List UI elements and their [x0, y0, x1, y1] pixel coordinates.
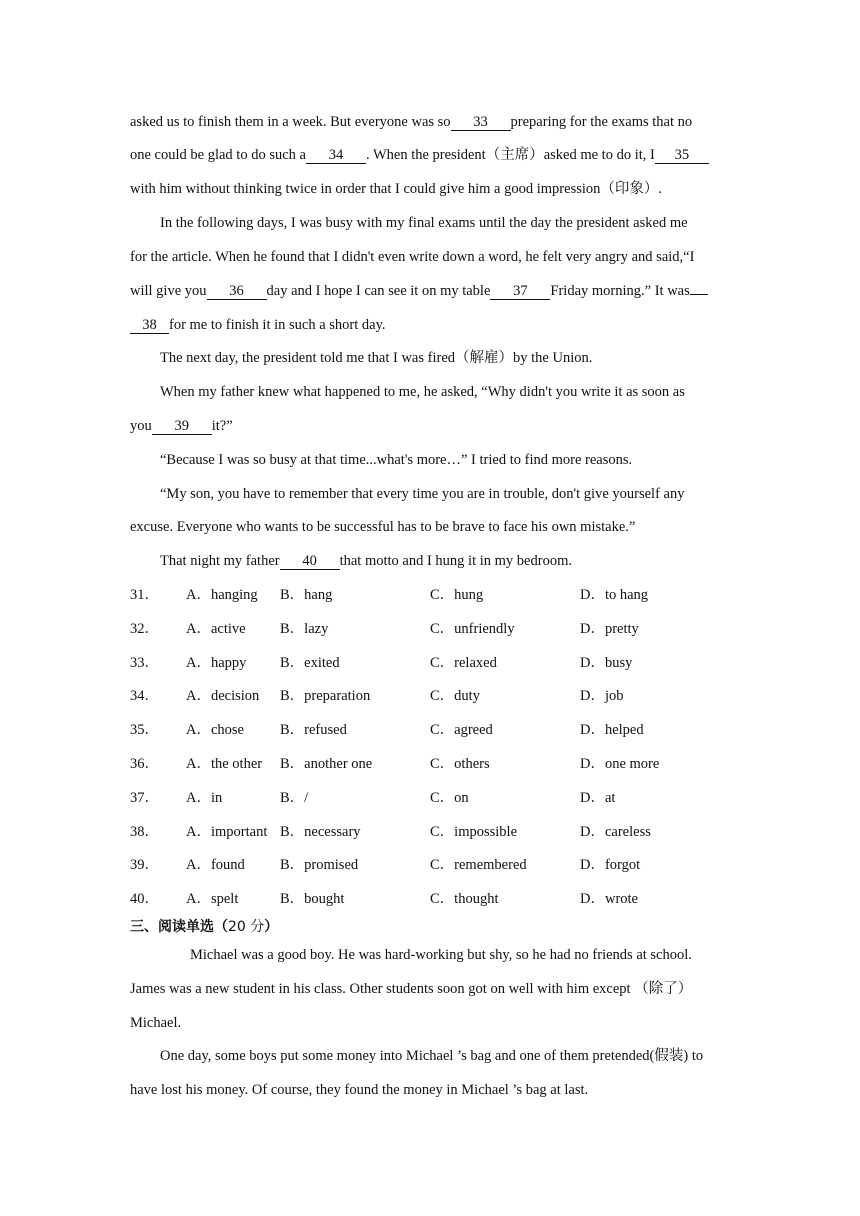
option-a[interactable]: A．decision [186, 688, 260, 705]
option-c[interactable]: C．duty [430, 688, 480, 705]
blank-39[interactable]: 39 [152, 418, 212, 435]
question-number: 36． [130, 756, 159, 772]
question-number: 31． [130, 587, 159, 603]
question-number: 40． [130, 891, 159, 908]
question-row [130, 789, 750, 807]
option-a[interactable]: A．important [186, 823, 268, 840]
option-a[interactable]: A．active [186, 620, 246, 637]
option-d[interactable]: D．forgot [580, 857, 641, 874]
question-row [130, 687, 750, 705]
blank-38-lead [690, 294, 708, 295]
option-c[interactable]: C．relaxed [430, 654, 497, 671]
option-a[interactable]: A．in [186, 789, 223, 806]
section-title: 三、阅读单选（20 分） [130, 919, 279, 935]
option-d[interactable]: D．at [580, 789, 616, 806]
option-d[interactable]: D．one more [580, 756, 660, 772]
question-row [130, 620, 750, 638]
option-c[interactable]: C．thought [430, 891, 499, 908]
option-a[interactable]: A．hanging [186, 587, 258, 603]
passage-line: When my father knew what happened to me, he asked, “Why didn't you write it as soon as [160, 384, 685, 400]
question-row [130, 586, 750, 604]
option-c[interactable]: C．agreed [430, 722, 493, 739]
blank-36[interactable]: 36 [207, 283, 267, 300]
option-b[interactable]: B．necessary [280, 823, 361, 840]
passage-line: for the article. When he found that I didn't even write down a word, he felt very angry and said,“I [130, 249, 695, 265]
reading-line: James was a new student in his class. Other students soon got on well with him except （除了） [130, 981, 693, 997]
question-number: 37． [130, 789, 159, 806]
option-c[interactable]: C．unfriendly [430, 620, 515, 637]
option-b[interactable]: B．hang [280, 587, 333, 603]
passage-line: In the following days, I was busy with my final exams until the day the president asked me [160, 215, 688, 231]
reading-line: Michael was a good boy. He was hard-working but shy, so he had no friends at school. [190, 947, 692, 963]
passage-line: with him without thinking twice in order that I could give him a good impression（印象）. [130, 181, 663, 197]
option-a[interactable]: A．the other [186, 756, 263, 772]
question-number: 32． [130, 620, 159, 637]
option-c[interactable]: C．impossible [430, 823, 518, 840]
option-d[interactable]: D．pretty [580, 620, 639, 637]
option-b[interactable]: B．exited [280, 654, 340, 671]
question-row [130, 823, 750, 841]
reading-line: have lost his money. Of course, they found the money in Michael ’s bag at last. [130, 1082, 589, 1098]
reading-line: One day, some boys put some money into Michael ’s bag and one of them pretended(假装) to [160, 1048, 704, 1064]
passage-line: one could be glad to do such a 34 . When the president（主席）asked me to do it, I 35 [130, 146, 750, 164]
option-a[interactable]: A．chose [186, 722, 244, 739]
option-d[interactable]: D．busy [580, 654, 633, 671]
question-row [130, 654, 750, 672]
passage-line: will give you 36 day and I hope I can see it on my table 37 Friday morning.” It was [130, 282, 750, 300]
option-d[interactable]: D．to hang [580, 587, 649, 603]
option-d[interactable]: D．careless [580, 823, 651, 840]
option-b[interactable]: B．refused [280, 722, 347, 739]
option-a[interactable]: A．happy [186, 654, 247, 671]
passage-line: “My son, you have to remember that every time you are in trouble, don't give yourself any [160, 486, 685, 502]
option-a[interactable]: A．found [186, 857, 245, 874]
question-row [130, 755, 750, 773]
option-d[interactable]: D．helped [580, 722, 644, 739]
question-number: 39． [130, 857, 159, 874]
passage-line: you 39 it?” [130, 418, 233, 434]
passage-line: “Because I was so busy at that time...what's more…” I tried to find more reasons. [160, 452, 633, 468]
option-b[interactable]: B．lazy [280, 620, 329, 637]
option-b[interactable]: B．bought [280, 891, 345, 908]
blank-35[interactable]: 35 [655, 147, 709, 164]
question-row [130, 721, 750, 739]
option-b[interactable]: B．another one [280, 756, 373, 772]
blank-33[interactable]: 33 [451, 114, 511, 131]
option-b[interactable]: B．promised [280, 857, 359, 874]
question-row [130, 890, 750, 908]
question-row [130, 856, 750, 874]
option-d[interactable]: D．wrote [580, 891, 638, 908]
question-number: 34． [130, 688, 159, 705]
blank-40[interactable]: 40 [280, 553, 340, 570]
question-number: 33． [130, 654, 159, 671]
option-c[interactable]: C．hung [430, 587, 484, 603]
option-b[interactable]: B．/ [280, 789, 309, 806]
reading-line: Michael. [130, 1015, 182, 1031]
passage-line: 38 for me to finish it in such a short day. [130, 316, 750, 334]
blank-38[interactable]: 38 [130, 317, 169, 334]
question-number: 38． [130, 823, 159, 840]
passage-line: That night my father 40 that motto and I hung it in my bedroom. [160, 553, 572, 569]
blank-34[interactable]: 34 [306, 147, 366, 164]
option-c[interactable]: C．on [430, 789, 469, 806]
option-b[interactable]: B．preparation [280, 688, 371, 705]
option-c[interactable]: C．others [430, 756, 490, 772]
blank-37[interactable]: 37 [490, 283, 550, 300]
passage-line: asked us to finish them in a week. But everyone was so 33 preparing for the exams that no [130, 114, 693, 130]
option-a[interactable]: A．spelt [186, 891, 239, 908]
passage-line: excuse. Everyone who wants to be successful has to be brave to face his own mistake.” [130, 519, 636, 535]
option-d[interactable]: D．job [580, 688, 624, 705]
option-c[interactable]: C．remembered [430, 857, 527, 874]
question-number: 35． [130, 722, 159, 739]
passage-line: The next day, the president told me that I was fired（解雇）by the Union. [160, 350, 593, 366]
